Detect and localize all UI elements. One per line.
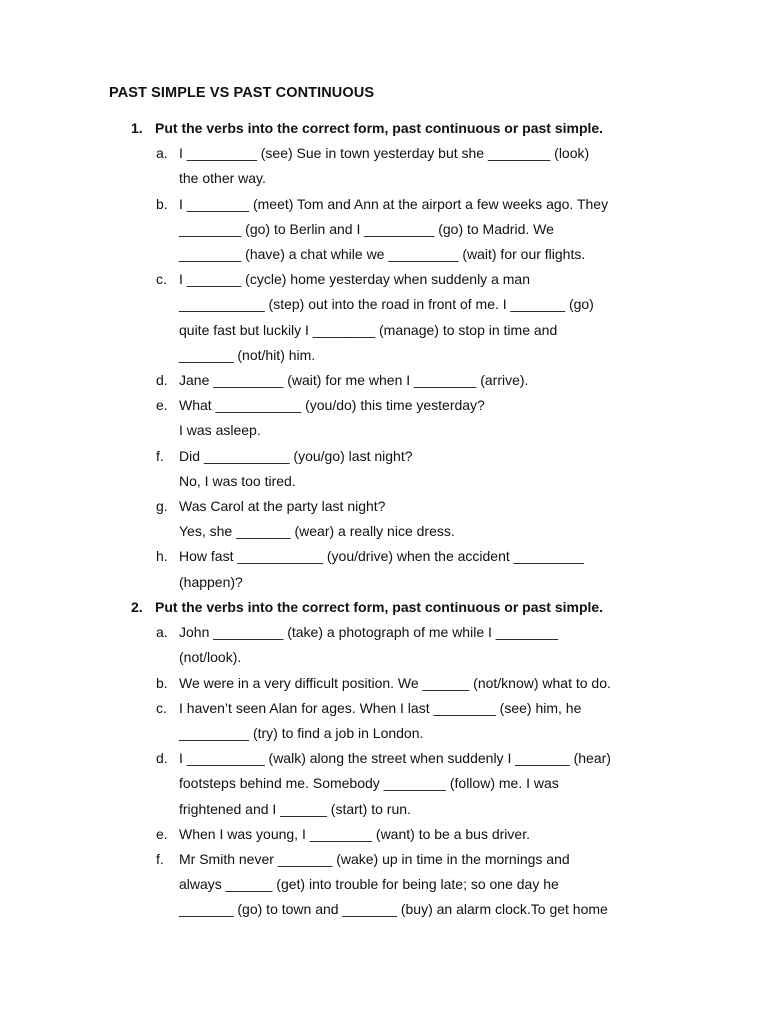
item-text-line: I __________ (walk) along the street when suddenly I _______ (hear): [179, 750, 611, 767]
page-title: PAST SIMPLE VS PAST CONTINUOUS: [109, 85, 375, 101]
item-text-line: No, I was too tired.: [179, 472, 296, 489]
item-text-line: I ________ (meet) Tom and Ann at the airport a few weeks ago. They: [179, 195, 609, 212]
item-letter: d.: [156, 372, 168, 388]
item-text-line: I _________ (see) Sue in town yesterday but she ________ (look): [179, 145, 590, 162]
question-instruction: Put the verbs into the correct form, past continuous or past simple.: [155, 599, 604, 615]
item-text-line: quite fast but luckily I ________ (manage) to stop in time and: [179, 321, 558, 338]
item-text-line: I was asleep.: [179, 422, 261, 439]
item-letter: f.: [156, 851, 164, 867]
item-text-line: the other way.: [179, 170, 266, 187]
item-text-line: _________ (try) to find a job in London.: [179, 725, 424, 741]
item-text-line: _______ (go) to town and _______ (buy) an alarm clock.To get home: [179, 901, 608, 918]
item-letter: c.: [156, 699, 167, 716]
item-letter: e.: [156, 397, 168, 414]
item-text-line: We were in a very difficult position. We ______ (not/know) what to do.: [179, 674, 611, 691]
item-text-line: I haven’t seen Alan for ages. When I last ________ (see) him, he: [179, 699, 582, 716]
item-text-line: John _________ (take) a photograph of me while I ________: [179, 624, 559, 641]
item-text-line: Did ___________ (you/go) last night?: [179, 447, 413, 464]
item-text-line: (not/look).: [179, 649, 242, 666]
item-text-line: ___________ (step) out into the road in front of me. I _______ (go): [179, 296, 594, 313]
item-text-line: What ___________ (you/do) this time yesterday?: [179, 397, 485, 414]
item-text-line: _______ (not/hit) him.: [179, 346, 316, 363]
item-letter: b.: [156, 195, 168, 212]
item-text-line: (happen)?: [179, 573, 243, 590]
item-text-line: I _______ (cycle) home yesterday when suddenly a man: [179, 271, 530, 288]
item-text-line: ________ (have) a chat while we _________ (wait) for our flights.: [179, 246, 586, 262]
question-instruction: Put the verbs into the correct form, past continuous or past simple.: [155, 120, 604, 136]
item-text-line: Yes, she _______ (wear) a really nice dress.: [179, 523, 455, 540]
item-letter: a.: [156, 145, 168, 162]
question-number: 2.: [131, 599, 143, 615]
item-letter: e.: [156, 825, 168, 842]
item-letter: a.: [156, 624, 168, 641]
item-text-line: When I was young, I ________ (want) to be a bus driver.: [179, 825, 530, 842]
item-letter: d.: [156, 750, 168, 767]
question-number: 1.: [131, 120, 143, 136]
item-letter: f.: [156, 447, 164, 464]
item-text-line: How fast ___________ (you/drive) when the accident _________: [179, 548, 584, 565]
item-text-line: Was Carol at the party last night?: [179, 498, 386, 514]
item-text-line: ________ (go) to Berlin and I _________ (go) to Madrid. We: [179, 220, 554, 237]
item-text-line: footsteps behind me. Somebody ________ (follow) me. I was: [179, 775, 559, 792]
item-text-line: frightened and I ______ (start) to run.: [179, 800, 411, 817]
item-text-line: Mr Smith never _______ (wake) up in time in the mornings and: [179, 851, 570, 867]
item-letter: g.: [156, 498, 168, 514]
item-text-line: always ______ (get) into trouble for being late; so one day he: [179, 876, 559, 893]
item-text-line: Jane _________ (wait) for me when I ________ (arrive).: [179, 372, 529, 388]
item-letter: h.: [156, 548, 168, 565]
item-letter: b.: [156, 674, 168, 691]
item-letter: c.: [156, 271, 167, 288]
